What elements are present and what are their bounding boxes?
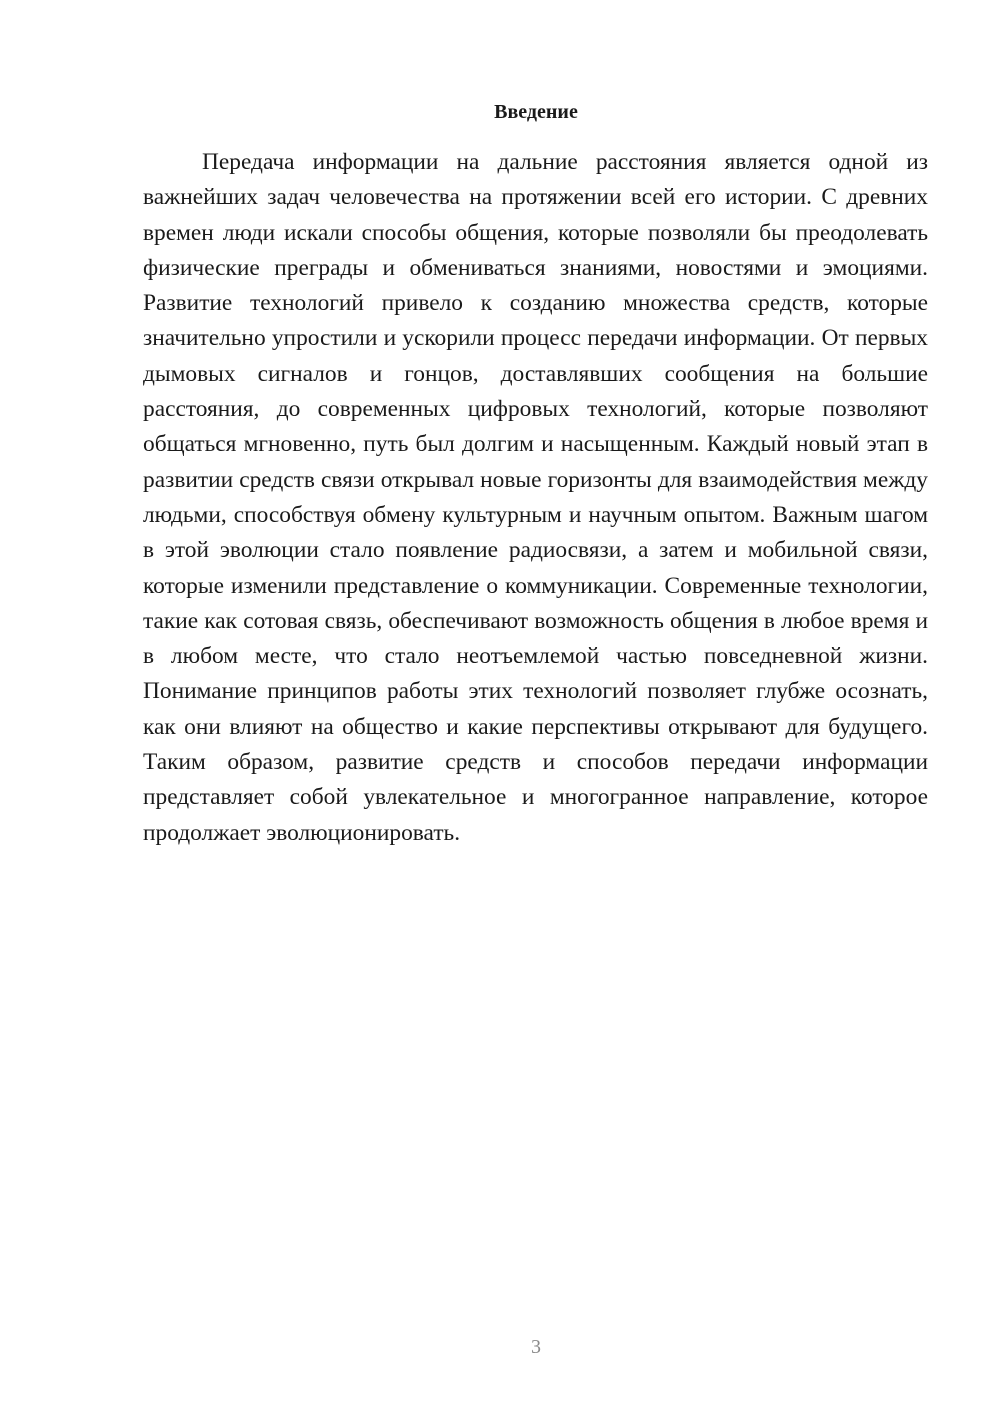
section-heading: Введение [494, 101, 578, 123]
page-number: 3 [531, 1336, 541, 1358]
introduction-paragraph: Передача информации на дальние расстояния является одной из важнейших задач человечества на протяжении всей его истории. С древних времен люди искали способы общения, которые позволяли бы преодолевать физические преграды и обмениваться знаниями, новостями и эмоциями. Развитие технологий привело к созданию множества средств, которые значительно упростили и ускорили процесс передачи информации. От первых дымовых сигналов и гонцов, доставлявших сообщения на большие расстояния, до современных цифровых технологий, которые позволяют общаться мгновенно, путь был долгим и насыщенным. Каждый новый этап в развитии средств связи открывал новые горизонты для взаимодействия между людьми, способствуя обмену культурным и научным опытом. Важным шагом в этой эволюции стало появление радиосвязи, а затем и мобильной связи, которые изменили представление о коммуникации. Современные технологии, такие как сотовая связь, обеспечивают возможность общения в любое время и в любом месте, что стало неотъемлемой частью повседневной жизни. Понимание принципов работы этих технологий позволяет глубже осознать, как они влияют на общество и какие перспективы открывают для будущего. Таким образом, развитие средств и способов передачи информации представляет собой увлекательное и многогранное направление, которое продолжает эволюционировать. [143, 149, 928, 846]
